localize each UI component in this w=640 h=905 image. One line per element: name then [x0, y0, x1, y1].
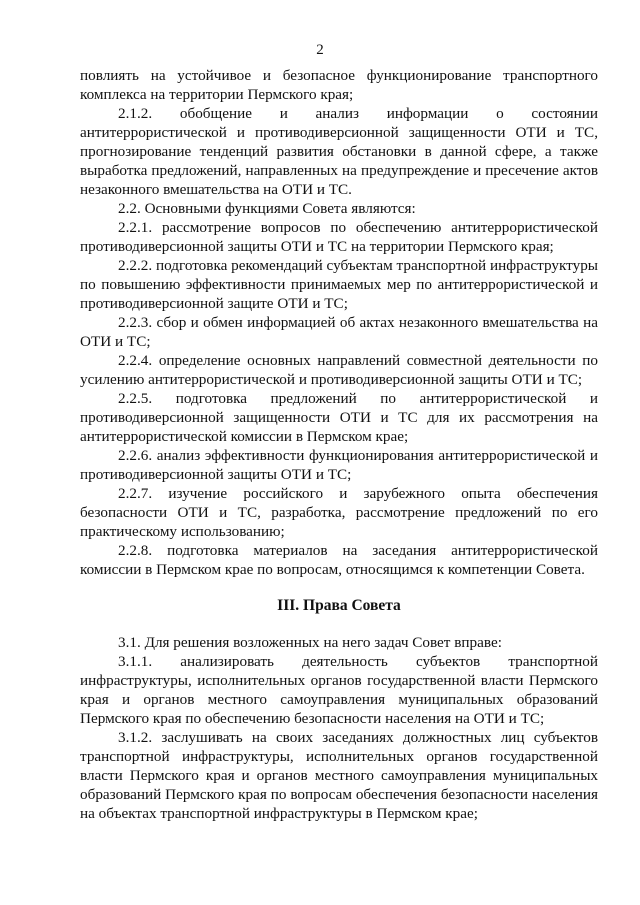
- paragraph-3-1-1: 3.1.1. анализировать деятельность субъектов транспортной инфраструктуры, исполнительных органов государственной власти Пермского края и органов местного самоуправления муниципальных образований Пермского края по обеспечению безопасности населения на ОТИ и ТС;: [80, 653, 598, 727]
- paragraph-2-2-2: 2.2.2. подготовка рекомендаций субъектам транспортной инфраструктуры по повышению эффективности принимаемых мер по антитеррористической и противодиверсионной защите ОТИ и ТС;: [80, 257, 598, 312]
- page-number: 2: [316, 42, 324, 58]
- paragraph-3-1-2: 3.1.2. заслушивать на своих заседаниях должностных лиц субъектов транспортной инфраструктуры, исполнительных органов государственной власти Пермского края и органов местного самоуправления муниципальных образований Пермского края по вопросам обеспечения безопасности населения на объектах транспортной инфраструктуры в Пермском крае;: [80, 729, 598, 822]
- section-heading: III. Права Совета: [277, 597, 401, 614]
- paragraph-2-2-8: 2.2.8. подготовка материалов на заседания антитеррористической комиссии в Пермском крае по вопросам, относящимся к компетенции Совета.: [80, 542, 598, 578]
- paragraph-2-2: 2.2. Основными функциями Совета являются:: [118, 200, 416, 217]
- paragraph-3-1: 3.1. Для решения возложенных на него задач Совет вправе:: [118, 634, 502, 651]
- paragraph-2-2-1: 2.2.1. рассмотрение вопросов по обеспечению антитеррористической противодиверсионной защиты ОТИ и ТС на территории Пермского края;: [80, 219, 598, 255]
- paragraph-2-2-6: 2.2.6. анализ эффективности функционирования антитеррористической и противодиверсионной защиты ОТИ и ТС;: [80, 447, 598, 483]
- document-body: [80, 66, 598, 823]
- paragraph-2-2-5: 2.2.5. подготовка предложений по антитеррористической и противодиверсионной защищенности ОТИ и ТС для их рассмотрения на антитеррористической комиссии в Пермском крае;: [80, 390, 598, 445]
- paragraph-2-1-2: 2.1.2. обобщение и анализ информации о состоянии антитеррористической и противодиверсионной защищенности ОТИ и ТС, прогнозирование тенденций развития обстановки в данной сфере, а также выработка предложений, направленных на предупреждение и пресечение актов незаконного вмешательства на ОТИ и ТС.: [80, 105, 598, 198]
- paragraph-2-2-4: 2.2.4. определение основных направлений совместной деятельности по усилению антитеррористической и противодиверсионной защиты ОТИ и ТС;: [80, 352, 598, 388]
- paragraph-2-2-3: 2.2.3. сбор и обмен информацией об актах незаконного вмешательства на ОТИ и ТС;: [80, 314, 598, 350]
- paragraph-continuation: повлиять на устойчивое и безопасное функционирование транспортного комплекса на территории Пермского края;: [80, 67, 598, 103]
- paragraph-2-2-7: 2.2.7. изучение российского и зарубежного опыта обеспечения безопасности ОТИ и ТС, разработка, рассмотрение предложений по его практическому использованию;: [80, 485, 598, 540]
